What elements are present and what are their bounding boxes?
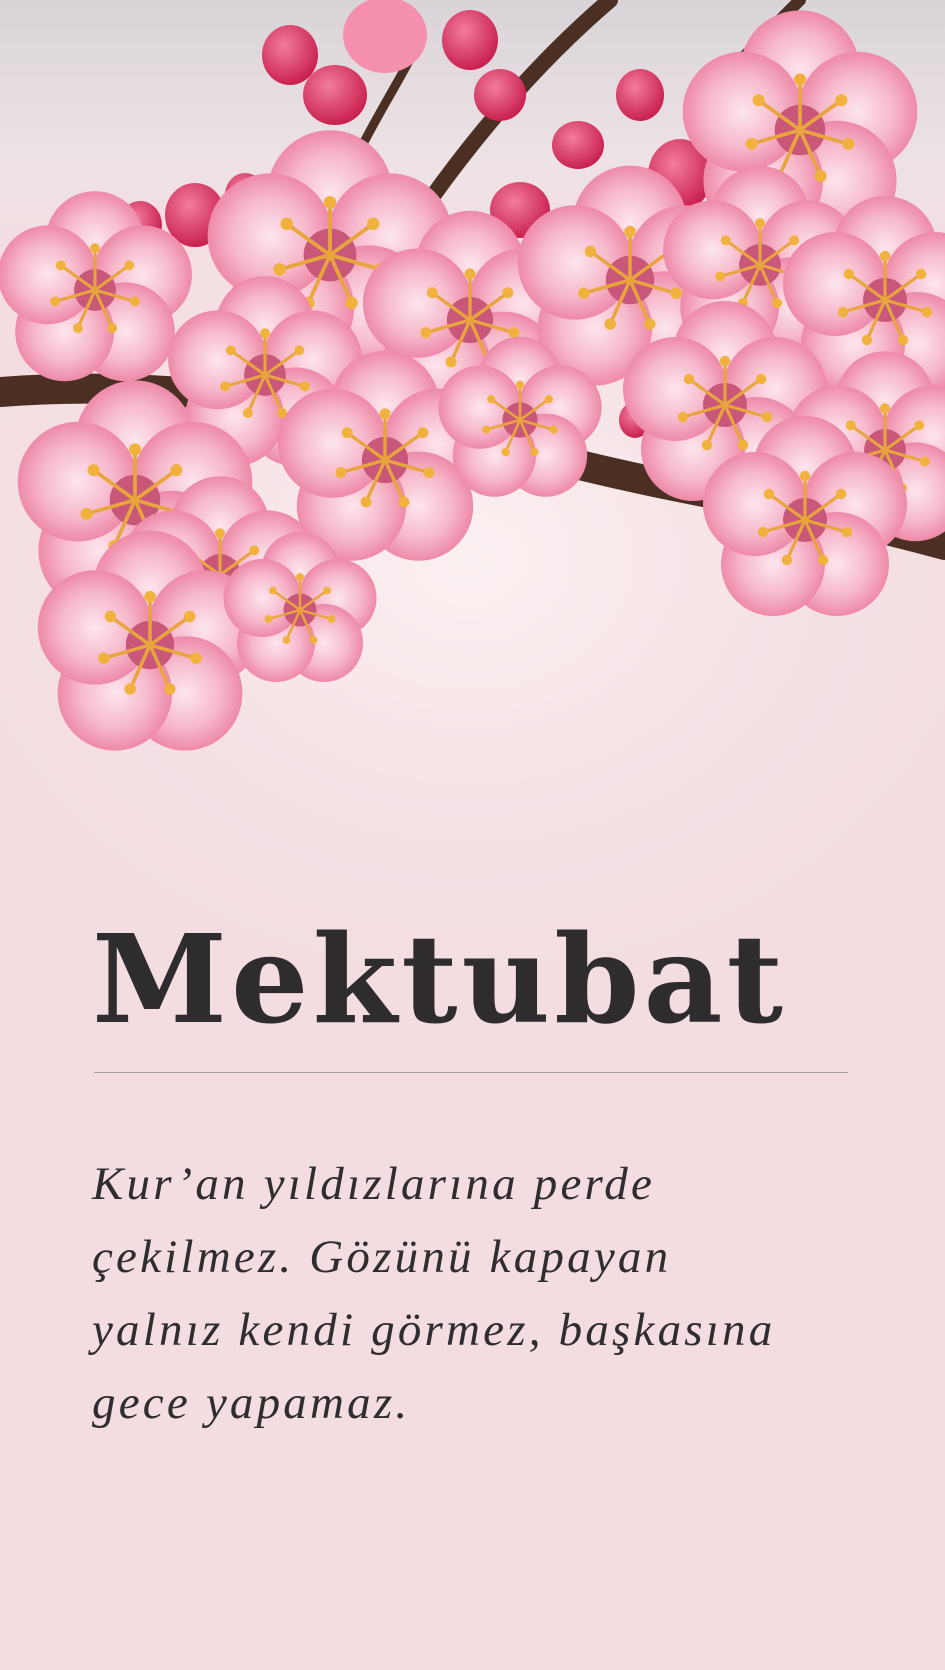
quote-line: yalnız kendi görmez, başkasına [92, 1304, 776, 1356]
cherry-blossom-branch-image [0, 0, 945, 780]
quote-line: Kur’an yıldızlarına perde [92, 1158, 656, 1210]
page-title: Mektubat [92, 907, 787, 1051]
quote-line: gece yapamaz. [92, 1377, 411, 1429]
quote-text [92, 1148, 872, 1440]
quote-line: çekilmez. Gözünü kapayan [92, 1231, 672, 1283]
title-divider [94, 1072, 848, 1073]
